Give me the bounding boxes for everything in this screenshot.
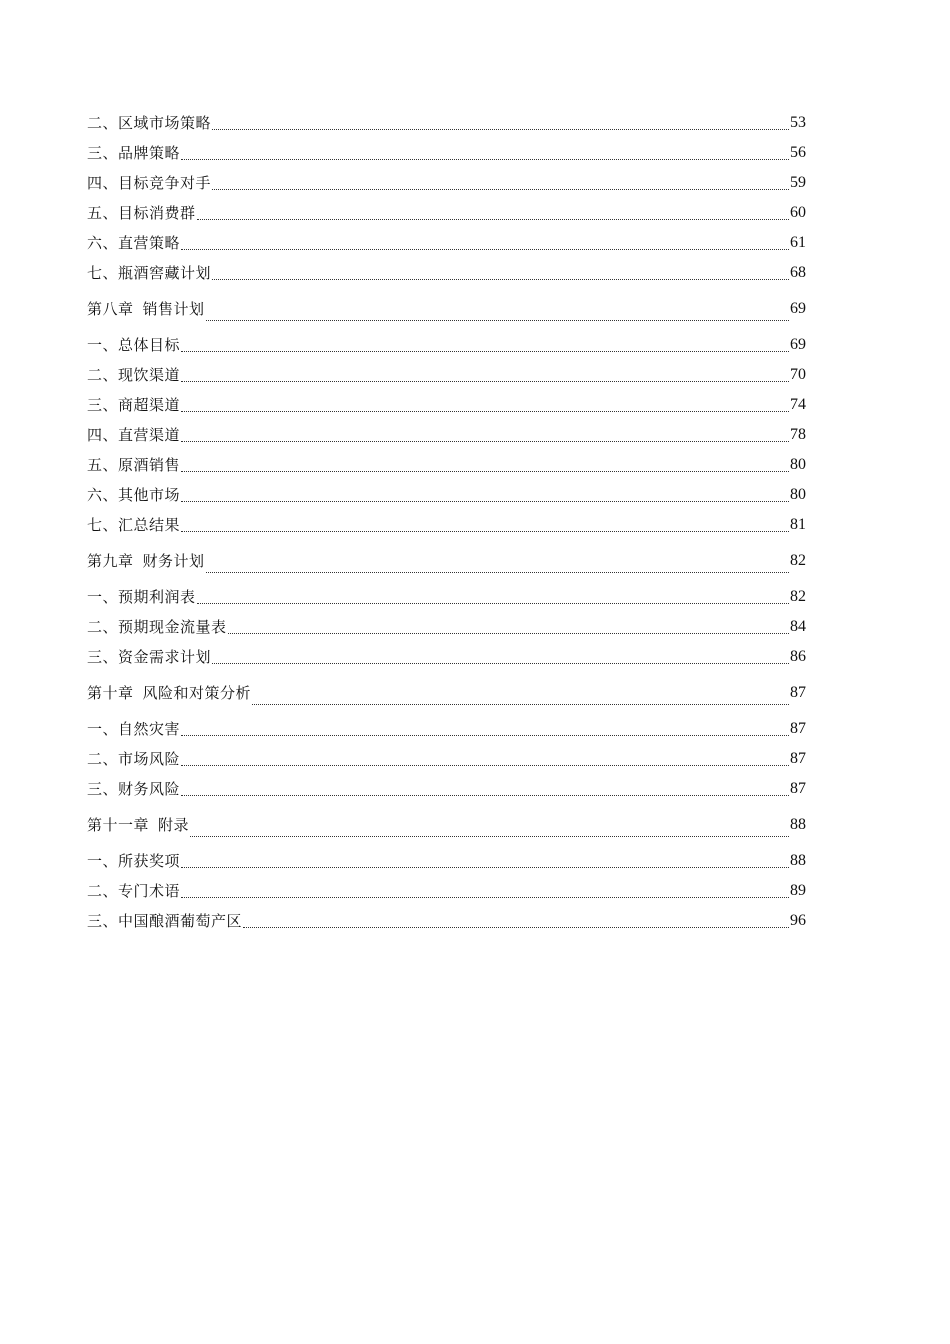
toc-page-number: 61 <box>790 234 806 251</box>
table-of-contents <box>87 108 806 936</box>
toc-chapter-name: 财务计划 <box>142 552 205 570</box>
toc-dot-leader <box>181 350 789 352</box>
toc-section-entry[interactable] <box>87 642 806 672</box>
toc-section-title: 一、总体目标 <box>87 336 181 354</box>
toc-dot-leader <box>181 410 789 412</box>
toc-section-entry[interactable] <box>87 328 806 360</box>
toc-chapter-title <box>87 810 189 840</box>
toc-section-title: 二、预期现金流量表 <box>87 618 227 636</box>
toc-section-title: 四、直营渠道 <box>87 426 181 444</box>
toc-page-number: 87 <box>790 780 806 797</box>
toc-section-entry[interactable] <box>87 360 806 390</box>
toc-page-number: 78 <box>790 426 806 443</box>
toc-section-entry[interactable] <box>87 258 806 288</box>
toc-page-number: 87 <box>790 750 806 767</box>
toc-dot-leader <box>212 662 789 664</box>
toc-page-number: 80 <box>790 456 806 473</box>
toc-section-entry[interactable] <box>87 774 806 804</box>
toc-section-title: 四、目标竞争对手 <box>87 174 212 192</box>
toc-dot-leader <box>181 500 789 502</box>
toc-chapter-number: 第十章 <box>87 684 134 702</box>
toc-dot-leader <box>181 248 789 250</box>
toc-section-entry[interactable] <box>87 510 806 540</box>
toc-dot-leader <box>181 158 789 160</box>
toc-chapter-entry[interactable] <box>87 672 806 712</box>
toc-section-entry[interactable] <box>87 168 806 198</box>
toc-chapter-entry[interactable] <box>87 540 806 580</box>
toc-page-number: 87 <box>790 720 806 737</box>
toc-section-entry[interactable] <box>87 906 806 936</box>
toc-dot-leader <box>206 319 789 321</box>
toc-section-entry[interactable] <box>87 228 806 258</box>
toc-dot-leader <box>181 764 789 766</box>
toc-chapter-entry[interactable] <box>87 804 806 844</box>
toc-dot-leader <box>228 632 789 634</box>
toc-section-entry[interactable] <box>87 450 806 480</box>
toc-page-number: 81 <box>790 516 806 533</box>
toc-dot-leader <box>190 835 789 837</box>
toc-dot-leader <box>212 128 789 130</box>
toc-page-number: 68 <box>790 264 806 281</box>
toc-chapter-number: 第九章 <box>87 552 134 570</box>
toc-section-title: 一、预期利润表 <box>87 588 196 606</box>
toc-page-number: 84 <box>790 618 806 635</box>
toc-page-number: 87 <box>790 684 806 701</box>
toc-page-number: 80 <box>790 486 806 503</box>
toc-page-number: 82 <box>790 588 806 605</box>
toc-page-number: 59 <box>790 174 806 191</box>
toc-chapter-number: 第十一章 <box>87 816 150 834</box>
toc-page-number: 70 <box>790 366 806 383</box>
toc-dot-leader <box>212 188 789 190</box>
toc-section-entry[interactable] <box>87 108 806 138</box>
toc-section-entry[interactable] <box>87 480 806 510</box>
toc-page-number: 60 <box>790 204 806 221</box>
toc-section-title: 二、市场风险 <box>87 750 181 768</box>
toc-section-title: 三、资金需求计划 <box>87 648 212 666</box>
toc-section-title: 一、自然灾害 <box>87 720 181 738</box>
toc-chapter-title <box>87 546 205 576</box>
toc-dot-leader <box>197 218 789 220</box>
toc-section-entry[interactable] <box>87 712 806 744</box>
toc-page-number: 74 <box>790 396 806 413</box>
toc-section-title: 二、专门术语 <box>87 882 181 900</box>
toc-dot-leader <box>181 794 789 796</box>
toc-dot-leader <box>181 734 789 736</box>
toc-page-number: 53 <box>790 114 806 131</box>
toc-section-entry[interactable] <box>87 198 806 228</box>
toc-section-title: 六、其他市场 <box>87 486 181 504</box>
toc-section-entry[interactable] <box>87 876 806 906</box>
toc-chapter-name: 风险和对策分析 <box>142 684 252 702</box>
toc-page-number: 88 <box>790 816 806 833</box>
toc-section-entry[interactable] <box>87 390 806 420</box>
toc-section-entry[interactable] <box>87 138 806 168</box>
toc-page-number: 69 <box>790 336 806 353</box>
toc-section-title: 二、区域市场策略 <box>87 114 212 132</box>
toc-dot-leader <box>243 926 789 928</box>
toc-section-title: 七、瓶酒窖藏计划 <box>87 264 212 282</box>
toc-chapter-name: 附录 <box>158 816 190 834</box>
toc-section-title: 五、目标消费群 <box>87 204 196 222</box>
toc-dot-leader <box>212 278 789 280</box>
toc-dot-leader <box>252 703 789 705</box>
toc-dot-leader <box>206 571 789 573</box>
toc-chapter-number: 第八章 <box>87 300 134 318</box>
toc-section-title: 三、品牌策略 <box>87 144 181 162</box>
toc-section-entry[interactable] <box>87 420 806 450</box>
toc-dot-leader <box>181 866 789 868</box>
toc-dot-leader <box>181 530 789 532</box>
toc-chapter-title <box>87 294 205 324</box>
toc-section-title: 一、所获奖项 <box>87 852 181 870</box>
toc-section-title: 七、汇总结果 <box>87 516 181 534</box>
toc-section-entry[interactable] <box>87 744 806 774</box>
toc-chapter-title <box>87 678 251 708</box>
toc-page-number: 56 <box>790 144 806 161</box>
toc-dot-leader <box>181 440 789 442</box>
toc-page-number: 88 <box>790 852 806 869</box>
toc-page-number: 86 <box>790 648 806 665</box>
toc-dot-leader <box>181 470 789 472</box>
toc-section-entry[interactable] <box>87 612 806 642</box>
toc-section-entry[interactable] <box>87 580 806 612</box>
toc-section-entry[interactable] <box>87 844 806 876</box>
toc-section-title: 三、商超渠道 <box>87 396 181 414</box>
toc-page-number: 89 <box>790 882 806 899</box>
toc-dot-leader <box>181 380 789 382</box>
toc-page-number: 82 <box>790 552 806 569</box>
toc-page-number: 96 <box>790 912 806 929</box>
toc-section-title: 三、中国酿酒葡萄产区 <box>87 912 243 930</box>
toc-section-title: 二、现饮渠道 <box>87 366 181 384</box>
toc-section-title: 五、原酒销售 <box>87 456 181 474</box>
toc-dot-leader <box>181 896 789 898</box>
toc-page-number: 69 <box>790 300 806 317</box>
toc-chapter-name: 销售计划 <box>142 300 205 318</box>
toc-section-title: 三、财务风险 <box>87 780 181 798</box>
toc-section-title: 六、直营策略 <box>87 234 181 252</box>
toc-chapter-entry[interactable] <box>87 288 806 328</box>
toc-dot-leader <box>197 602 789 604</box>
